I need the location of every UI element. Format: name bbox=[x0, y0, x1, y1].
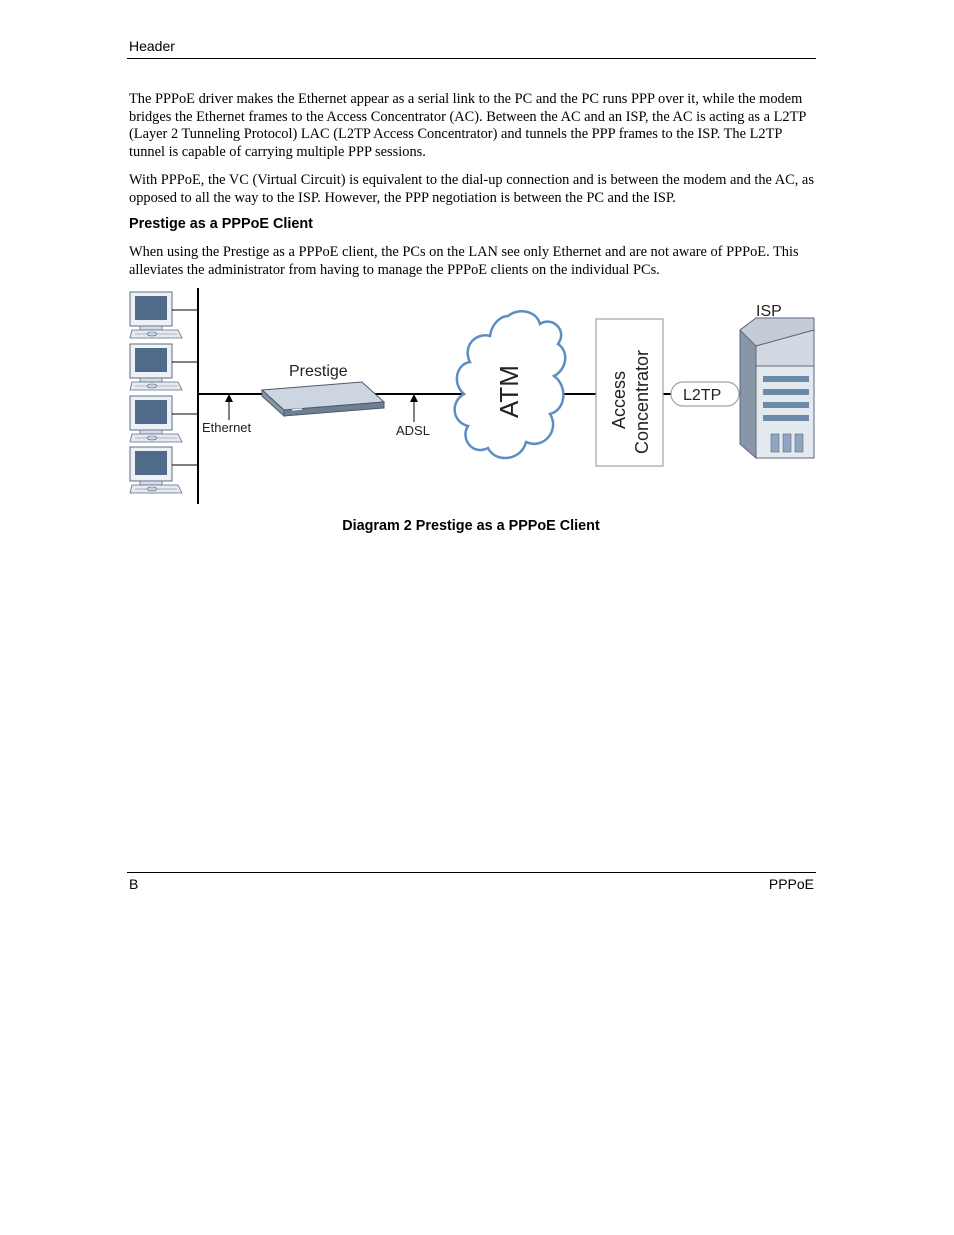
page-header: Header bbox=[129, 38, 175, 54]
prestige-label: Prestige bbox=[289, 363, 348, 380]
ethernet-arrow bbox=[225, 394, 233, 420]
diagram-caption: Diagram 2 Prestige as a PPPoE Client bbox=[342, 518, 600, 534]
computer-icon-3 bbox=[130, 396, 182, 442]
isp-label: ISP bbox=[756, 303, 782, 320]
footer-right: PPPoE bbox=[768, 876, 814, 892]
computer-icon-2 bbox=[130, 344, 182, 390]
adsl-arrow bbox=[410, 394, 418, 422]
prestige-device-icon bbox=[262, 382, 384, 416]
isp-server-icon bbox=[740, 318, 814, 458]
atm-label: ATM bbox=[494, 365, 524, 418]
ethernet-label: Ethernet bbox=[202, 420, 252, 435]
computer-icon-4 bbox=[130, 447, 182, 493]
footer-left: B bbox=[129, 876, 139, 892]
adsl-label: ADSL bbox=[396, 423, 430, 438]
access-concentrator-box bbox=[596, 319, 663, 466]
pppoe-client-diagram bbox=[126, 286, 818, 508]
lan-computers bbox=[130, 292, 182, 493]
section-subheading: Prestige as a PPPoE Client bbox=[129, 216, 313, 232]
paragraph-prestige-client: When using the Prestige as a PPPoE client, the PCs on the LAN see only Ethernet and are not aware of PPPoE. This alleviates the administrator from having to manage the PPPoE clients on the individual PCs. bbox=[129, 244, 799, 278]
paragraph-pppoe-driver: The PPPoE driver makes the Ethernet appear as a serial link to the PC and the PC runs PPP over it, while the modem bridges the Ethernet frames to the Access Concentrator (AC). Between the AC and an ISP, the AC is acting as a L2TP (Layer 2 Tunneling Protocol) LAC (L2TP Access Concentrator) and tunnels the PPP frames to the ISP. The L2TP tunnel is capable of carrying multiple PPP sessions. bbox=[129, 91, 806, 160]
access-label: Access bbox=[609, 370, 629, 429]
paragraph-virtual-circuit: With PPPoE, the VC (Virtual Circuit) is equivalent to the dial-up connection and is between the modem and the AC, as opposed to all the way to the ISP. However, the PPP negotiation is between the PC and the ISP. bbox=[129, 172, 814, 206]
footer-rule bbox=[127, 872, 816, 873]
concentrator-label: Concentrator bbox=[632, 349, 652, 454]
computer-icon-1 bbox=[130, 292, 182, 338]
header-rule bbox=[127, 58, 816, 59]
l2tp-label: L2TP bbox=[683, 387, 722, 404]
